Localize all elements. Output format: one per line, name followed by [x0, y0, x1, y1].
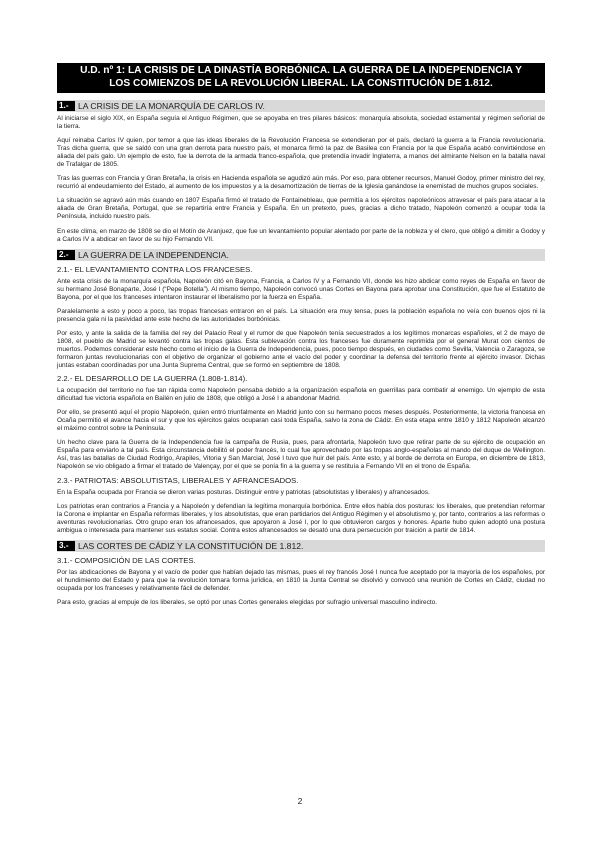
s2-paragraph-3: Por esto, y ante la salida de la familia del rey del Palacio Real y el rumor de que Napoleón tenía secuestrados a los legítimos monarcas españoles, el 2 de mayo de 1808, el pueblo de Madrid se levantó contra las tropas galas. Esta sublevación contra los franceses fue duramente reprimida por el general Murat con cientos de muertos. Podemos considerar este hecho como el inicio de la Guerra de Independencia, pues, poco tiempo después, en ciudades como Sevilla, Valencia o Zaragoza, se formaron juntas revolucionarias con el objetivo de organizar el gobierno ante el vacío del poder y coordinar la defensa del territorio frente al ejército invasor. Dichas juntas estaban coordinadas por una Junta Suprema Central, que se formó en septiembre de 1808. — [57, 329, 545, 370]
s3-paragraph-1: Por las abdicaciones de Bayona y el vacío de poder que habían dejado las mismas, pues el rey francés José I nunca fue aceptado por la mayoría de los españoles, por el hundimiento del Estado y para que la revolución tomara forma jurídica, en 1810 la Junta Central se disolvió y convocó una reunión de Cortes en Cádiz, ciudad no ocupada por los franceses y relativamente fácil de defender. — [57, 568, 545, 592]
s2-paragraph-2: Paralelamente a esto y poco a poco, las tropas francesas entraron en el país. La situación era muy tensa, pues la población española no veía con buenos ojos ni la presencia gala ni la pasividad ante este hecho de las autoridades borbónicas. — [57, 307, 545, 323]
s2-paragraph-1: Ante esta crisis de la monarquía española, Napoleón citó en Bayona, Francia, a Carlos IV y a Fernando VII, donde les hizo abdicar como reyes de España en favor de su hermano José Bonaparte, José I (“Pepe Botella”). Al mismo tiempo, Napoleón convocó unas Cortes en Bayona para aprobar una Constitución, que fue el Estatuto de Bayona, por el que los franceses intentaron instaurar el liberalismo por la fuerza en España. — [57, 277, 545, 301]
section-2-title: LA GUERRA DE LA INDEPENDENCIA. — [78, 249, 229, 260]
s1-paragraph-4: La situación se agravó aún más cuando en 1807 España firmó el tratado de Fontainebleau, que permitía a los ejércitos napoleónicos atravesar el país para atacar a la aliada de Gran Bretaña, Portugal, que se repartiría entre Francia y España. En un pretexto, pues, gracias a dicho tratado, Napoleón comenzó a ocupar toda la Península, incluido nuestro país. — [57, 197, 545, 221]
s2-subheading-2: 2.2.- EL DESARROLLO DE LA GUERRA (1.808-1.814). — [57, 374, 248, 384]
s2-subheading-1: 2.1.- EL LEVANTAMIENTO CONTRA LOS FRANCESES. — [57, 264, 253, 274]
s1-paragraph-5: En este clima, en marzo de 1808 se dio el Motín de Aranjuez, que fue un levantamiento popular alentado por parte de la nobleza y el clero, que obligó a dimitir a Godoy y a Carlos IV a abdicar en favor de su hijo Fernando VII. — [57, 227, 545, 243]
section-1-number: 1.- — [57, 101, 75, 111]
s2-paragraph-8: Los patriotas eran contrarios a Francia y a Napoleón y defendían la legítima monarquía borbónica. Entre ellos había dos posturas: los liberales, que pretendían reformar la Corona e implantar en España reformas liberales, y los absolutistas, que eran partidarios del Antiguo Régimen y el absolutismo y, por tanto, contrarios a las reformas o aventuras revolucionarias. Otro grupo eran los afrancesados, que apoyaron a José I, por lo que obtuvieron cargos y honores. Aparte hubo quien adoptó una postura ambigua o interesada para mantener sus estatus social. Contra estos afrancesados se desató una dura persecución por traición a partir de 1814. — [57, 502, 545, 534]
s2-paragraph-6: Un hecho clave para la Guerra de la Independencia fue la campaña de Rusia, pues, para afrontarla, Napoleón tuvo que retirar parte de su ejército de ocupación en España para enviarlo a tal país. Esta circunstancia debilitó el poder francés, lo cual fue aprovechado por las tropas anglo-españolas al mando del duque de Wellington. Así, tras las batallas de Ciudad Rodrigo, Arapiles, Vitoria y San Marcial, José I tuvo que huir del país. Ante esto, y al borde de derrota en Europa, en diciembre de 1813, Napoleón se vio obligado a firmar el tratado de Valençay, por el que se ponía fin a la guerra y se restituía a Fernando VII en el trono de España. — [57, 439, 545, 471]
s1-paragraph-1: Al iniciarse el siglo XIX, en España seguía el Antiguo Régimen, que se apoyaba en tres pilares básicos: monarquía absoluta, sociedad estamental y régimen señorial de la tierra. — [57, 115, 545, 131]
document-title — [57, 63, 545, 93]
s2-paragraph-5: Por ello, se presentó aquí el propio Napoleón, quien entró triunfalmente en Madrid junto con su hermano pocos meses después. Posteriormente, la victoria francesa en Ocaña permitió el avance hacia el sur y que los ejércitos galos ocuparan casi toda España, salvo la zona de Cádiz. En esta etapa entre 1810 y 1812 Napoleón alcanzó el máximo control sobre la Península. — [57, 409, 545, 433]
title-line-1: U.D. nº 1: LA CRISIS DE LA DINASTÍA BORBÓNICA. LA GUERRA DE LA INDEPENDENCIA Y — [80, 65, 522, 76]
section-2-header — [57, 249, 545, 261]
page-number: 2 — [297, 796, 303, 806]
s3-subheading-1: 3.1.- COMPOSICIÓN DE LAS CORTES. — [57, 555, 196, 565]
section-3-header — [57, 540, 545, 552]
section-3-title: LAS CORTES DE CÁDIZ Y LA CONSTITUCIÓN DE 1.812. — [78, 540, 304, 551]
title-line-2: LOS COMIENZOS DE LA REVOLUCIÓN LIBERAL. LA CONSTITUCIÓN DE 1.812. — [109, 77, 493, 89]
s1-paragraph-2: Aquí reinaba Carlos IV quien, por temor a que las ideas liberales de la Revolución Francesa se extendieran por el país, declaró la guerra a la Francia revolucionaria. Tras dicha guerra, que se saldó con una gran derrota para nuestro país, el monarca firmó la paz de Basilea con Francia por la que España acabó convirtiéndose en aliada del país galo. Un ejemplo de esto, fue la derrota de la armada franco-española, que pretendía invadir Inglaterra, a manos del almirante Nelson en la batalla naval de Trafalgar de 1805. — [57, 137, 545, 169]
section-2-number: 2.- — [57, 250, 75, 260]
document-page — [57, 0, 545, 607]
s1-paragraph-3: Tras las guerras con Francia y Gran Bretaña, la crisis en Hacienda española se agudizó aún más. Por eso, para obtener recursos, Manuel Godoy, primer ministro del rey, recurrió al endeudamiento del Estado, al aumento de los impuestos y a la desamortización de tierras de la Iglesia ganándose la enemistad de muchos grupos sociales. — [57, 175, 545, 191]
s2-subheading-3: 2.3.- PATRIOTAS: ABSOLUTISTAS, LIBERALES Y AFRANCESADOS. — [57, 475, 299, 485]
section-1-header — [57, 100, 545, 112]
section-1-title: LA CRISIS DE LA MONARQUÍA DE CARLOS IV. — [78, 101, 265, 111]
s3-paragraph-2: Para esto, gracias al empuje de los liberales, se optó por unas Cortes generales elegidas por sufragio universal masculino indirecto. — [57, 598, 438, 606]
section-3-number: 3.- — [57, 541, 75, 551]
s2-paragraph-4: La ocupación del territorio no fue tan rápida como Napoleón pensaba debido a la organización española en guerrillas para combatir al enemigo. Un ejemplo de esta dificultad fue victoria española en Bailén en julio de 1808, que obligó a José I a abandonar Madrid. — [57, 387, 545, 403]
s2-paragraph-7: En la España ocupada por Francia se dieron varias posturas. Distinguir entre y patriotas (absolutistas y liberales) y afrancesados. — [57, 488, 430, 496]
